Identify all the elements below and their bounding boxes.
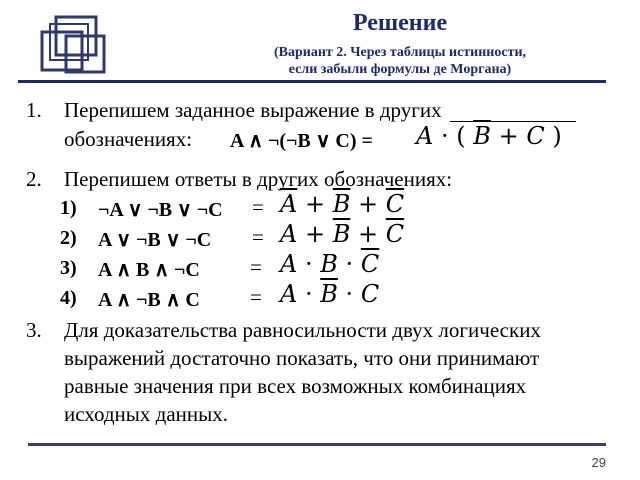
- formula-close-paren: ): [552, 122, 562, 150]
- answer-1-op-1: +: [304, 190, 326, 218]
- squares-logo-icon: [38, 14, 110, 78]
- answer-3-formula: [280, 250, 379, 278]
- item-1-line-2: обозначениях:: [64, 127, 193, 151]
- answer-2-term-a: A: [280, 220, 298, 248]
- answer-1-expression: ¬A ∨ ¬B ∨ ¬C: [98, 199, 223, 221]
- answer-1-term-c: $\overline{C}$: [385, 190, 405, 218]
- footer-divider: [28, 443, 606, 446]
- answer-4-term-a: A: [280, 280, 298, 308]
- formula-open-paren: (: [456, 122, 466, 150]
- answer-4-op-2: ·: [345, 280, 354, 308]
- formula-dot: ·: [440, 122, 449, 150]
- answer-2-term-b: $\overline{B}$: [332, 220, 351, 248]
- item-3-line-2: выражений достаточно показать, что они принимают: [64, 346, 540, 370]
- item-2-number: 2.: [26, 167, 42, 191]
- answer-4-formula: [280, 280, 379, 308]
- item-3-number: 3.: [26, 318, 42, 342]
- answer-1-label: 1): [60, 197, 77, 219]
- answer-2-formula: [280, 220, 404, 248]
- item-2-line-1: Перепишем ответы в других обозначениях:: [64, 167, 453, 191]
- page-subtitle: [205, 44, 595, 78]
- item-3-line-1: Для доказательства равносильности двух логических: [64, 318, 541, 342]
- answer-2-term-c: $\overline{C}$: [385, 220, 405, 248]
- item-1-number: 1.: [26, 98, 42, 122]
- answer-3-equals: =: [250, 255, 262, 279]
- answer-1-term-a: $\overline{A}$: [280, 190, 298, 218]
- answer-1-term-b: $\overline{B}$: [332, 190, 351, 218]
- answer-2-label: 2): [60, 227, 77, 249]
- answer-3-label: 3): [60, 257, 77, 279]
- formula-term-c: C: [526, 122, 545, 150]
- answer-3-term-b: B: [320, 250, 338, 278]
- item-1-expression: A ∧ ¬(¬B ∨ C) =: [230, 130, 373, 152]
- subtitle-line-2: если забыли формулы де Моргана): [288, 62, 512, 77]
- answer-4-label: 4): [60, 287, 77, 309]
- answer-2-op-2: +: [358, 220, 379, 248]
- title-divider: [18, 80, 606, 83]
- answer-4-term-b: $\overline{B}$: [320, 280, 338, 308]
- answer-2-expression: A ∨ ¬B ∨ ¬C: [98, 229, 212, 251]
- answer-2-op-1: +: [304, 220, 326, 248]
- formula-term-a: A: [416, 122, 434, 150]
- page-number: 29: [591, 455, 606, 470]
- answer-3-op-2: ·: [345, 250, 354, 278]
- answer-1-formula: [280, 190, 404, 218]
- answer-4-expression: A ∧ ¬B ∧ C: [98, 289, 200, 311]
- answer-3-term-a: A: [280, 250, 298, 278]
- item-1-line-1: Перепишем заданное выражение в других: [64, 98, 442, 122]
- formula-term-b: $\overline{B}$: [473, 122, 491, 150]
- item-3-line-3: равные значения при всех возможных комбинациях: [64, 374, 527, 398]
- subtitle-line-1: (Вариант 2. Через таблицы истинности,: [273, 45, 527, 60]
- formula-plus: +: [498, 122, 519, 150]
- answer-4-term-c: C: [360, 280, 380, 308]
- answer-1-op-2: +: [358, 190, 379, 218]
- answer-4-equals: =: [250, 285, 262, 309]
- page-title: Решение: [352, 10, 448, 36]
- answer-3-expression: A ∧ B ∧ ¬C: [98, 259, 200, 281]
- item-3-line-4: исходных данных.: [64, 402, 229, 426]
- item-1-formula: [416, 122, 562, 150]
- answer-2-equals: =: [252, 225, 264, 249]
- answer-4-op-1: ·: [304, 280, 313, 308]
- answer-3-term-c: $\overline{C}$: [360, 250, 380, 278]
- answer-1-equals: =: [252, 195, 264, 219]
- answer-3-op-1: ·: [304, 250, 313, 278]
